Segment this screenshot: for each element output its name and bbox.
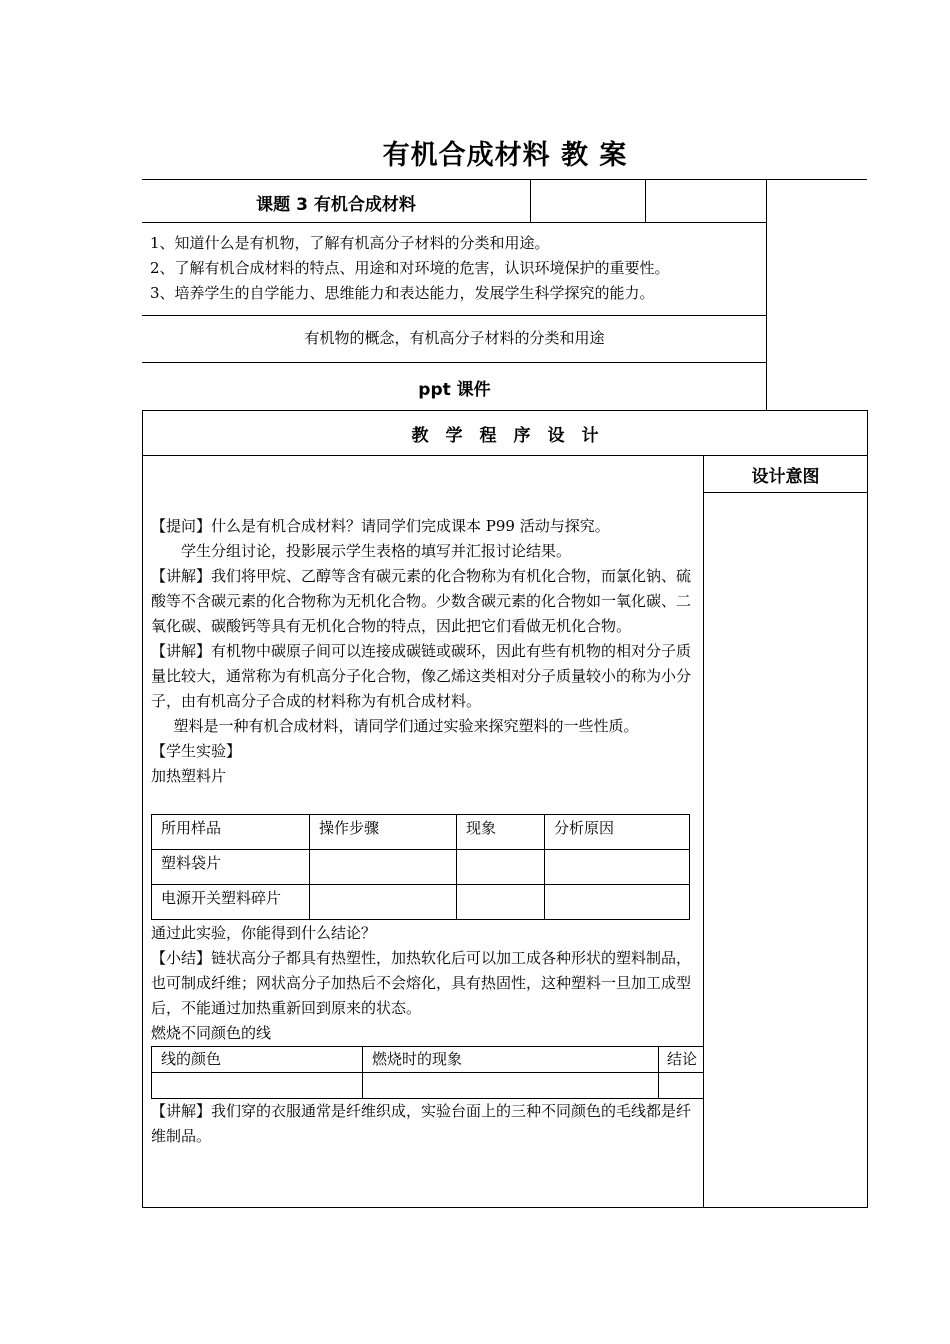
table-header-cell: 所用样品 <box>161 819 222 837</box>
table-header-cell: 分析原因 <box>554 819 615 837</box>
table-header-cell: 燃烧时的现象 <box>372 1050 463 1068</box>
page-title: 有机合成材料 教 案 <box>382 140 628 171</box>
conclusion-section <box>151 921 699 1046</box>
key-points: 有机物的概念，有机高分子材料的分类和用途 <box>304 329 605 347</box>
design-intent-heading: 设计意图 <box>751 467 820 487</box>
table-header-cell: 结论 <box>667 1050 698 1068</box>
goal-item: 1、知道什么是有机物，了解有机高分子材料的分类和用途。 <box>150 234 550 252</box>
goal-item: 3、培养学生的自学能力、思维能力和表达能力，发展学生科学探究的能力。 <box>150 284 655 302</box>
burning-threads-label: 燃烧不同颜色的线 <box>151 1024 272 1042</box>
plastic-intro-paragraph: 塑料是一种有机合成材料，请同学们通过实验来探究塑料的一些性质。 <box>173 717 639 735</box>
procedure-heading: 教 学 程 序 设 计 <box>411 426 599 446</box>
table-row-label: 塑料袋片 <box>161 854 222 872</box>
table-header-cell: 线的颜色 <box>161 1050 222 1068</box>
discussion-paragraph: 学生分组讨论，投影展示学生表格的填写并汇报讨论结果。 <box>181 542 572 560</box>
lecture-paragraph-2: 【讲解】有机物中碳原子间可以连接成碳链或碳环，因此有些有机物的相对分子质量比较大，通常称为有机高分子化合物，像乙烯这类相对分子质量较小的称为小分子，由有机高分子合成的材料称为有机合成材料。 <box>151 642 692 710</box>
topic-title: 课题 3 有机合成材料 <box>256 195 416 215</box>
question-paragraph: 【提问】什么是有机合成材料？请同学们完成课本 P99 活动与探究。 <box>151 517 610 535</box>
student-experiment-label: 【学生实验】 <box>151 742 242 760</box>
table-header-cell: 现象 <box>466 819 497 837</box>
table-row-label: 电源开关塑料碎片 <box>161 889 282 907</box>
closing-paragraph: 【讲解】我们穿的衣服通常是纤维织成，实验台面上的三种不同颜色的毛线都是纤维制品。 <box>151 1102 692 1145</box>
summary-paragraph: 【小结】链状高分子都具有热塑性，加热软化后可以加工成各种形状的塑料制品，也可制成纤维；网状高分子加热后不会熔化，具有热固性，这种塑料一旦加工成型后，不能通过加热重新回到原来的状态。 <box>151 949 692 1017</box>
heating-plastic-label: 加热塑料片 <box>151 767 227 785</box>
lecture-paragraph-1: 【讲解】我们将甲烷、乙醇等含有碳元素的化合物称为有机化合物，而氯化钠、硫酸等不含碳元素的化合物称为无机化合物。少数含碳元素的化合物如一氧化碳、二氧化碳、碳酸钙等具有无机化合物的特点，因此把它们看做无机化合物。 <box>151 567 692 635</box>
conclusion-question: 通过此实验，你能得到什么结论？ <box>151 924 377 942</box>
teaching-tools: ppt 课件 <box>418 380 491 400</box>
goal-item: 2、了解有机合成材料的特点、用途和对环境的危害，认识环境保护的重要性。 <box>150 259 670 277</box>
teaching-goals <box>150 231 670 306</box>
table-header-cell: 操作步骤 <box>319 819 380 837</box>
procedure-body <box>151 514 699 789</box>
